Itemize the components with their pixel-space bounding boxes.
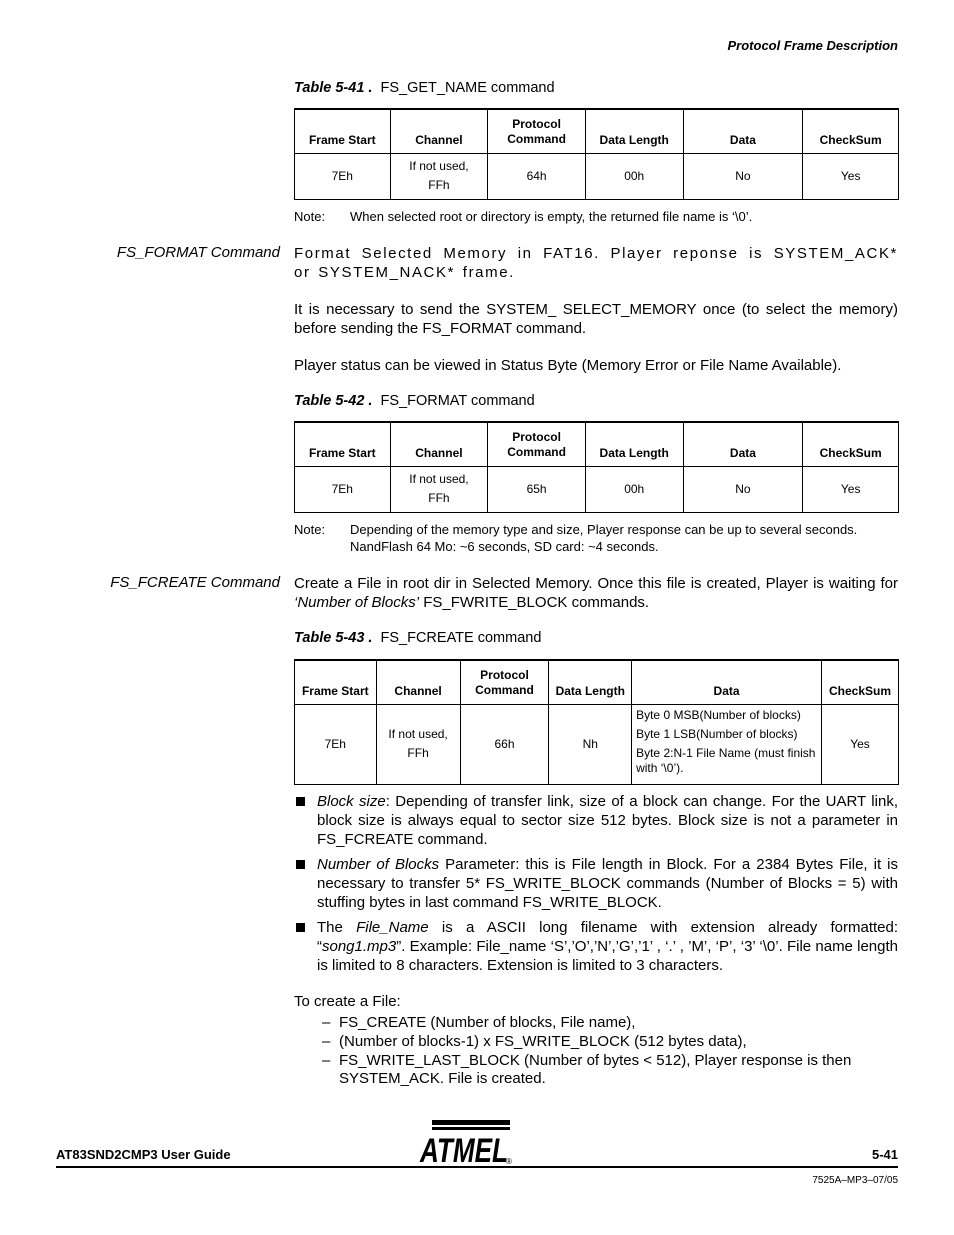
fs-format-paragraph-1: Format Selected Memory in FAT16. Player reponse is SYSTEM_ACK* or SYSTEM_NACK* frame. (294, 245, 898, 281)
col-checksum: CheckSum (803, 109, 899, 153)
cell-data (632, 704, 822, 784)
table-title: FS_FCREATE command (380, 630, 542, 646)
cell-data: No (683, 466, 803, 512)
table-row (295, 153, 899, 199)
cell-frame-start: 7Eh (295, 466, 391, 512)
cell-frame-start: 7Eh (295, 704, 377, 784)
note-label: Note: (294, 209, 326, 224)
col-data: Data (632, 660, 822, 704)
fs-format-table (294, 421, 899, 513)
note-text-line-1: Depending of the memory type and size, Player response can be up to several seconds. (350, 522, 858, 537)
table-title: FS_GET_NAME command (380, 80, 555, 96)
col-frame-start: Frame Start (295, 660, 377, 704)
cell-command: 64h (488, 153, 586, 199)
col-frame-start: Frame Start (295, 422, 391, 466)
col-channel: Channel (376, 660, 460, 704)
table-label: Table 5-41 . (294, 80, 373, 96)
section-heading-fs-fcreate: FS_FCREATE Command (110, 574, 280, 591)
cell-channel: If not used, FFh (376, 704, 460, 784)
col-data: Data (683, 109, 803, 153)
note-label: Note: (294, 522, 326, 537)
data-byte-2: Byte 2:N-1 File Name (must finish with ‘\0’). (636, 745, 816, 775)
data-byte-1: Byte 1 LSB(Number of blocks) (636, 726, 798, 741)
list-item: – (Number of blocks-1) x FS_WRITE_BLOCK (512 bytes data), (322, 1033, 747, 1050)
svg-text:®: ® (506, 1157, 512, 1166)
note-text: When selected root or directory is empty, the returned file name is ‘\0’. (350, 209, 753, 224)
cell-data-length: Nh (549, 704, 632, 784)
footer-guide-title: AT83SND2CMP3 User Guide (56, 1147, 231, 1162)
cell-command: 66h (460, 704, 549, 784)
list-item: Block size: Depending of transfer link, size of a block can change. For the UART link, block size is always equal to sector size 512 bytes. Block size is not a parameter in FS_FCREATE command. (294, 792, 898, 849)
cell-channel: If not used, FFh (390, 153, 488, 199)
create-steps-list (322, 1014, 898, 1089)
section-heading-fs-format: FS_FORMAT Command (116, 244, 280, 261)
table-label: Table 5-42 . (294, 393, 373, 409)
col-channel: Channel (390, 422, 488, 466)
col-protocol-command: Protocol Command (488, 422, 586, 466)
table-caption (294, 80, 555, 96)
col-data-length: Data Length (585, 422, 683, 466)
col-checksum: CheckSum (822, 660, 899, 704)
bullet-square-icon (296, 860, 305, 869)
note-format (294, 521, 898, 555)
cell-data-length: 00h (585, 466, 683, 512)
cell-checksum: Yes (822, 704, 899, 784)
bullet-square-icon (296, 797, 305, 806)
atmel-logo (414, 1118, 514, 1166)
svg-text:ATMEL: ATMEL (419, 1132, 508, 1166)
note-get-name (294, 208, 898, 225)
cell-command: 65h (488, 466, 586, 512)
bullet-square-icon (296, 923, 305, 932)
table-caption (294, 630, 541, 646)
fs-format-paragraph-2: It is necessary to send the SYSTEM_ SELECT_MEMORY once (to select the memory) before sending the FS_FORMAT command. (294, 301, 898, 337)
running-header: Protocol Frame Description (727, 38, 898, 53)
cell-data: No (683, 153, 803, 199)
col-protocol-command: Protocol Command (460, 660, 549, 704)
cell-data-length: 00h (585, 153, 683, 199)
footer-doc-reference: 7525A–MP3–07/05 (812, 1175, 898, 1186)
list-item: Number of Blocks Parameter: this is File length in Block. For a 2384 Bytes File, it is necessary to transfer 5* FS_WRITE_BLOCK commands (Number of Blocks = 5) with stuffing bytes in last command FS_WRITE_BLOCK. (294, 855, 898, 912)
fs-format-paragraph-3: Player status can be viewed in Status Byte (Memory Error or File Name Available). (294, 357, 842, 374)
fs-fcreate-paragraph: Create a File in root dir in Selected Memory. Once this file is created, Player is waiting for ‘Number of Blocks’ FS_FWRITE_BLOCK commands. (294, 575, 898, 611)
col-data-length: Data Length (585, 109, 683, 153)
bullet-list (294, 792, 898, 981)
footer-rule (56, 1166, 898, 1168)
cell-checksum: Yes (803, 466, 899, 512)
fs-get-name-table (294, 108, 899, 200)
list-item: The File_Name is a ASCII long filename with extension already formatted: “song1.mp3”. Example: File_name ‘S’,’O’,’N’,’G’,’1’ , ‘.’ , ’M’, ‘P’, ‘3’ ‘\0’. File name length is limited to 8 characters. Extension is limited to 3 characters. (294, 918, 898, 975)
note-text-line-2: NandFlash 64 Mo: ~6 seconds, SD card: ~4 seconds. (350, 539, 659, 554)
list-item: – FS_WRITE_LAST_BLOCK (Number of bytes < 512), Player response is then SYSTEM_ACK. File is created. (322, 1052, 852, 1087)
col-checksum: CheckSum (803, 422, 899, 466)
table-row (295, 466, 899, 512)
cell-frame-start: 7Eh (295, 153, 391, 199)
fs-fcreate-table (294, 659, 899, 785)
col-data: Data (683, 422, 803, 466)
data-byte-0: Byte 0 MSB(Number of blocks) (636, 707, 801, 722)
create-intro: To create a File: (294, 993, 401, 1010)
col-channel: Channel (390, 109, 488, 153)
table-label: Table 5-43 . (294, 630, 373, 646)
col-protocol-command: Protocol Command (488, 109, 586, 153)
cell-checksum: Yes (803, 153, 899, 199)
list-item: – FS_CREATE (Number of blocks, File name), (322, 1014, 636, 1031)
col-frame-start: Frame Start (295, 109, 391, 153)
col-data-length: Data Length (549, 660, 632, 704)
table-row (295, 704, 899, 784)
table-title: FS_FORMAT command (380, 393, 535, 409)
table-caption (294, 393, 535, 409)
footer-page-number: 5-41 (871, 1147, 898, 1162)
cell-channel: If not used, FFh (390, 466, 488, 512)
